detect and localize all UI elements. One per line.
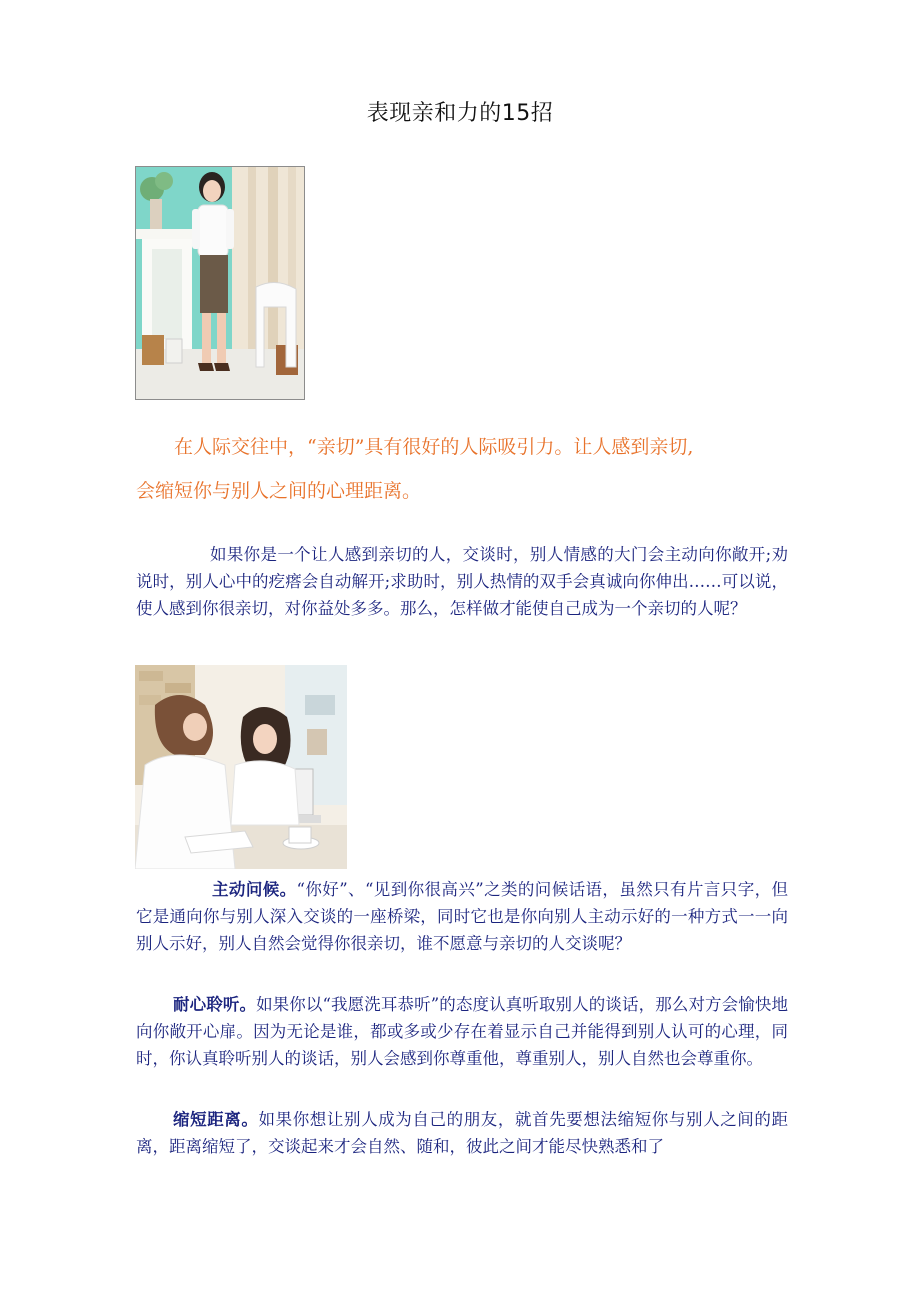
page-title: 表现亲和力的15招 (366, 101, 554, 126)
photo-two-women-laptop (135, 665, 347, 869)
section-listening-lead: 耐心聆听。 (173, 995, 257, 1014)
section-listening-text: 如果你以“我愿洗耳恭听”的态度认真听取别人的谈话，那么对方会愉快地向你敞开心扉。因为无论是谁，都或多或少存在着显示自己并能得到别人认可的心理，同时，你认真聆听别人的谈话，别人会感到你尊重他，尊重别人，别人自然也会尊重你。 (136, 995, 789, 1068)
section-distance-lead: 缩短距离。 (173, 1110, 259, 1129)
section-greeting-text: “你好”、“见到你很高兴”之类的问候话语，虽然只有片言只字，但它是通向你与别人深入交谈的一座桥梁，同时它也是你向别人主动示好的一种方式一一向别人示好，别人自然会觉得你很亲切，谁不愿意与亲切的人交谈呢？ (136, 880, 789, 953)
section-greeting-lead: 主动问候。 (212, 880, 297, 899)
paragraph-intro: 如果你是一个让人感到亲切的人，交谈时，别人情感的大门会主动向你敞开;劝说时，别人心中的疙瘩会自动解开;求助时，别人热情的双手会真诚向你伸出……可以说，使人感到你很亲切，对你益处多多。那么，怎样做才能使自己成为一个亲切的人呢？ (136, 545, 788, 618)
section-distance (136, 1106, 788, 1160)
section-greeting (136, 876, 788, 957)
intro-line-1: 在人际交往中，“亲切”具有很好的人际吸引力。让人感到亲切, (174, 436, 694, 458)
photo-woman-standing (135, 166, 305, 400)
intro-text (136, 425, 776, 513)
section-listening (136, 991, 788, 1072)
intro-line-2: 会缩短你与别人之间的心理距离。 (136, 480, 422, 502)
section-distance-text: 如果你想让别人成为自己的朋友，就首先要想法缩短你与别人之间的距离，距离缩短了，交谈起来才会自然、随和，彼此之间才能尽快熟悉和了 (136, 1110, 789, 1156)
